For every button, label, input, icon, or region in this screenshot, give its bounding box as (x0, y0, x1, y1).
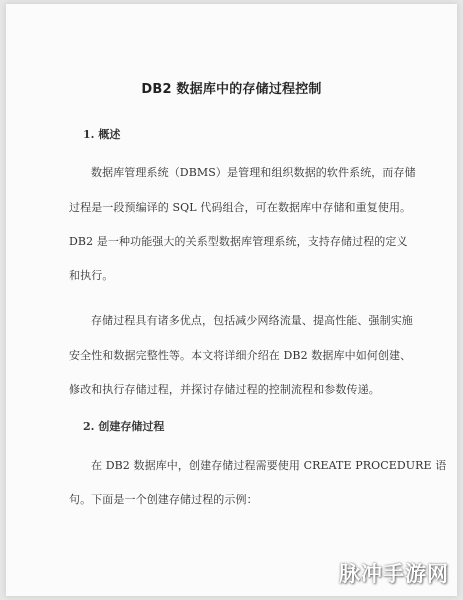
paragraph-line: 和执行。 (69, 269, 114, 282)
paragraph-line: 过程是一段预编译的 SQL 代码组合，可在数据库中存储和重复使用。 (69, 201, 412, 214)
paragraph-line: 在 DB2 数据库中，创建存储过程需要使用 CREATE PROCEDURE 语 (91, 459, 447, 472)
site-watermark: 脉冲手游网 (339, 562, 449, 586)
section-heading-create-procedure: 2. 创建存储过程 (83, 420, 165, 433)
paragraph-line: 数据库管理系统（DBMS）是管理和组织数据的软件系统，而存储 (91, 166, 416, 179)
paragraph-line: 句。下面是一个创建存储过程的示例： (69, 493, 258, 506)
paragraph-line: 安全性和数据完整性等。本文将详细介绍在 DB2 数据库中如何创建、 (69, 349, 412, 362)
paragraph-line: 存储过程具有诸多优点，包括减少网络流量、提高性能、强制实施 (91, 314, 413, 327)
document-title: DB2 数据库中的存储过程控制 (141, 82, 322, 97)
paragraph-line: DB2 是一种功能强大的关系型数据库管理系统，支持存储过程的定义 (69, 235, 408, 248)
section-heading-overview: 1. 概述 (83, 128, 121, 141)
document-page (6, 4, 457, 596)
paragraph-line: 修改和执行存储过程，并探讨存储过程的控制流程和参数传递。 (69, 383, 380, 396)
